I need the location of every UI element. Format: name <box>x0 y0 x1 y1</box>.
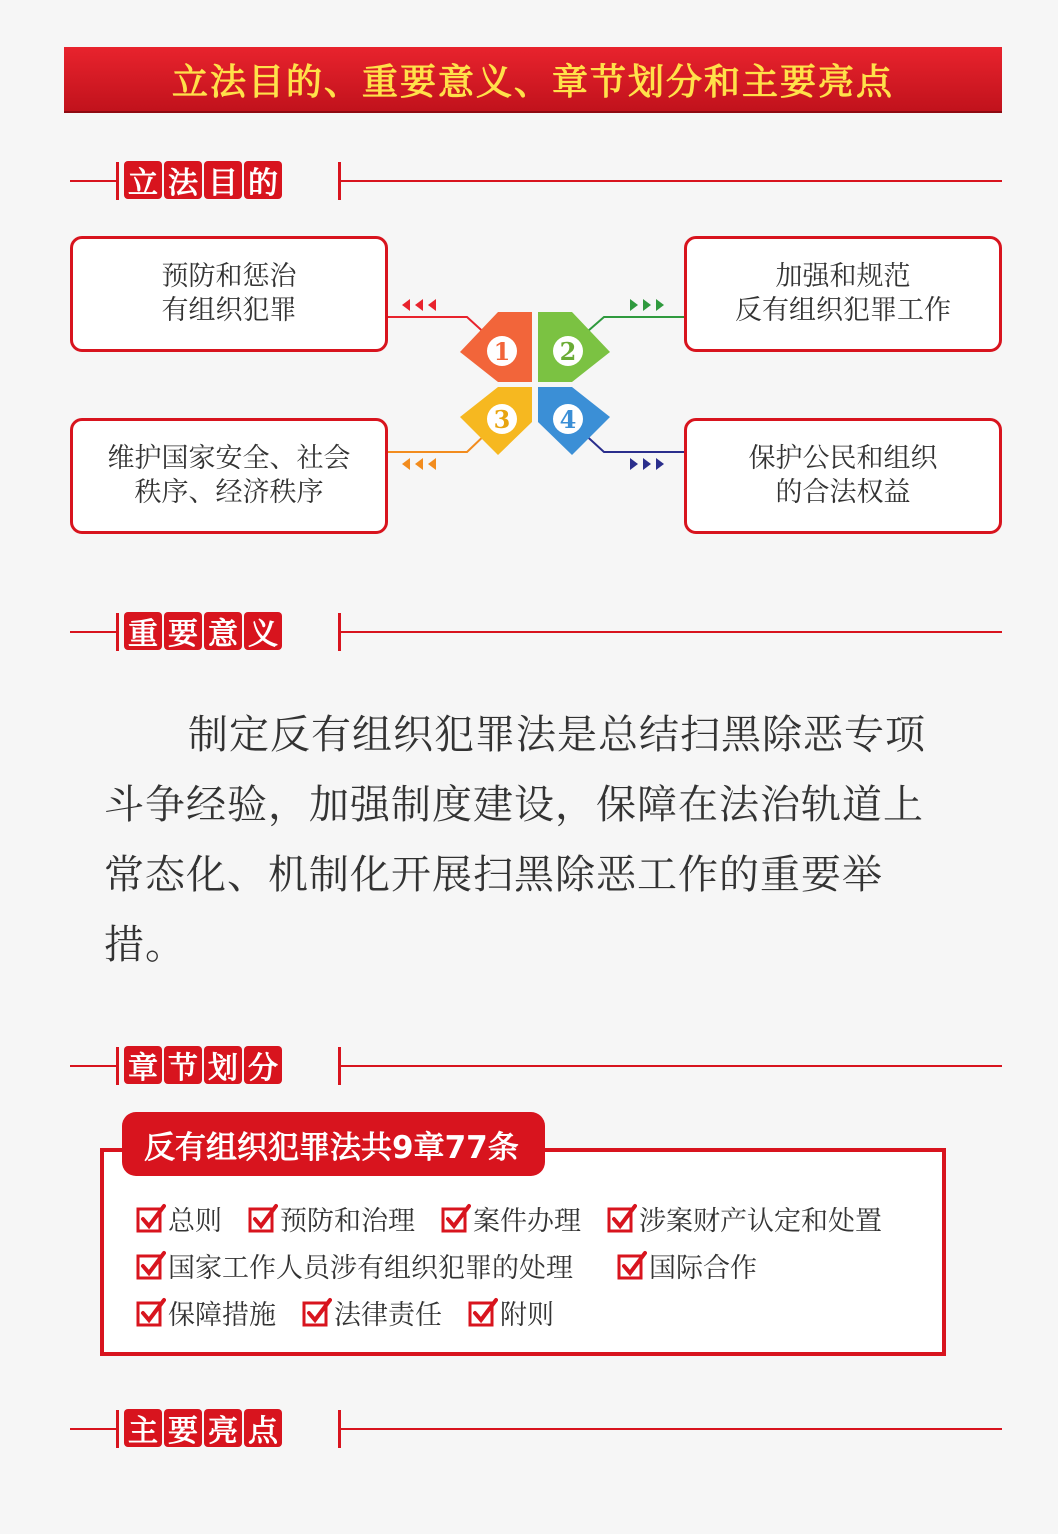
section-header-significance <box>70 612 1002 652</box>
header-bar-left <box>116 613 119 651</box>
checkbox-checked-icon <box>617 1250 647 1280</box>
checkbox-checked-icon <box>248 1203 278 1233</box>
header-line-left <box>70 631 116 633</box>
purpose-box-3 <box>70 418 388 534</box>
header-bar-left <box>116 1410 119 1448</box>
header-line-left <box>70 1065 116 1067</box>
purpose-box-4 <box>684 418 1002 534</box>
purpose-box-2 <box>684 236 1002 352</box>
header-bar-left <box>116 1047 119 1085</box>
header-char: 要 <box>164 612 202 650</box>
purpose-text-1: 预防和惩治 有组织犯罪 <box>161 261 297 326</box>
chapter-item <box>136 1293 276 1332</box>
header-line-right <box>338 1428 1002 1430</box>
petal-1-number: 1 <box>493 337 511 366</box>
arrows-right-blue <box>630 458 664 470</box>
arrows-left-orange <box>402 458 436 470</box>
header-char: 法 <box>164 161 202 199</box>
connector-line-3 <box>385 430 490 452</box>
petal-2-number: 2 <box>559 337 577 366</box>
chapter-label: 涉案财产认定和处置 <box>639 1205 882 1237</box>
chapter-label: 法律责任 <box>334 1299 442 1331</box>
header-char: 章 <box>124 1046 162 1084</box>
checkbox-checked-icon <box>468 1297 498 1327</box>
purpose-text-2: 加强和规范 反有组织犯罪工作 <box>735 261 951 326</box>
header-char: 划 <box>204 1046 242 1084</box>
checkbox-checked-icon <box>136 1250 166 1280</box>
chapters-title: 反有组织犯罪法共9章77条 <box>144 1129 519 1166</box>
header-char: 分 <box>244 1046 282 1084</box>
section-header-highlights <box>70 1409 1002 1449</box>
checkbox-checked-icon <box>441 1203 471 1233</box>
chapter-label: 附则 <box>500 1299 554 1331</box>
arrows-right-green <box>630 299 664 311</box>
connector-line-2 <box>580 317 684 338</box>
connector-line-4 <box>580 430 684 452</box>
section-header-chapters <box>70 1046 1002 1086</box>
chapter-item <box>248 1199 415 1238</box>
header-char: 立 <box>124 161 162 199</box>
header-char: 要 <box>164 1409 202 1447</box>
chapter-label: 保障措施 <box>168 1299 276 1331</box>
header-char: 重 <box>124 612 162 650</box>
header-char: 主 <box>124 1409 162 1447</box>
petal-4-number: 4 <box>559 405 577 434</box>
checkbox-checked-icon <box>607 1203 637 1233</box>
header-line-left <box>70 1428 116 1430</box>
header-line-right <box>338 1065 1002 1067</box>
chapter-label: 案件办理 <box>473 1205 581 1237</box>
chapter-row-2 <box>136 1247 757 1283</box>
header-char: 意 <box>204 612 242 650</box>
header-char: 目 <box>204 161 242 199</box>
chapter-item <box>136 1199 222 1238</box>
petal-3-number: 3 <box>493 405 511 434</box>
chapter-item <box>607 1199 882 1238</box>
connector-line-1 <box>385 317 490 338</box>
chapter-item <box>617 1246 757 1285</box>
header-char: 的 <box>244 161 282 199</box>
purpose-text-3: 维护国家安全、社会 秩序、经济秩序 <box>107 443 351 508</box>
chapter-label: 国家工作人员涉有组织犯罪的处理 <box>168 1252 573 1284</box>
chapters-title-tab <box>122 1112 545 1176</box>
header-char: 点 <box>244 1409 282 1447</box>
purpose-text-4: 保护公民和组织 的合法权益 <box>748 443 938 508</box>
header-char: 义 <box>244 612 282 650</box>
header-char: 节 <box>164 1046 202 1084</box>
chapter-row-1 <box>136 1200 882 1236</box>
chapter-label: 预防和治理 <box>280 1205 415 1237</box>
banner-title: 立法目的、重要意义、章节划分和主要亮点 <box>171 61 894 103</box>
checkbox-checked-icon <box>136 1203 166 1233</box>
chapter-item <box>441 1199 581 1238</box>
checkbox-checked-icon <box>302 1297 332 1327</box>
chapter-item <box>136 1246 573 1285</box>
chapter-label: 国际合作 <box>649 1252 757 1284</box>
chapter-label: 总则 <box>168 1205 222 1237</box>
chapter-item <box>468 1293 554 1332</box>
header-char: 亮 <box>204 1409 242 1447</box>
arrows-left-red <box>402 299 436 311</box>
significance-paragraph <box>104 700 944 980</box>
header-line-right <box>338 631 1002 633</box>
checkbox-checked-icon <box>136 1297 166 1327</box>
chapter-item <box>302 1293 442 1332</box>
chapter-row-3 <box>136 1294 554 1330</box>
purpose-box-1 <box>70 236 388 352</box>
significance-text: 制定反有组织犯罪法是总结扫黑除恶专项斗争经验，加强制度建设，保障在法治轨道上常态化、机制化开展扫黑除恶工作的重要举措。 <box>104 712 926 968</box>
